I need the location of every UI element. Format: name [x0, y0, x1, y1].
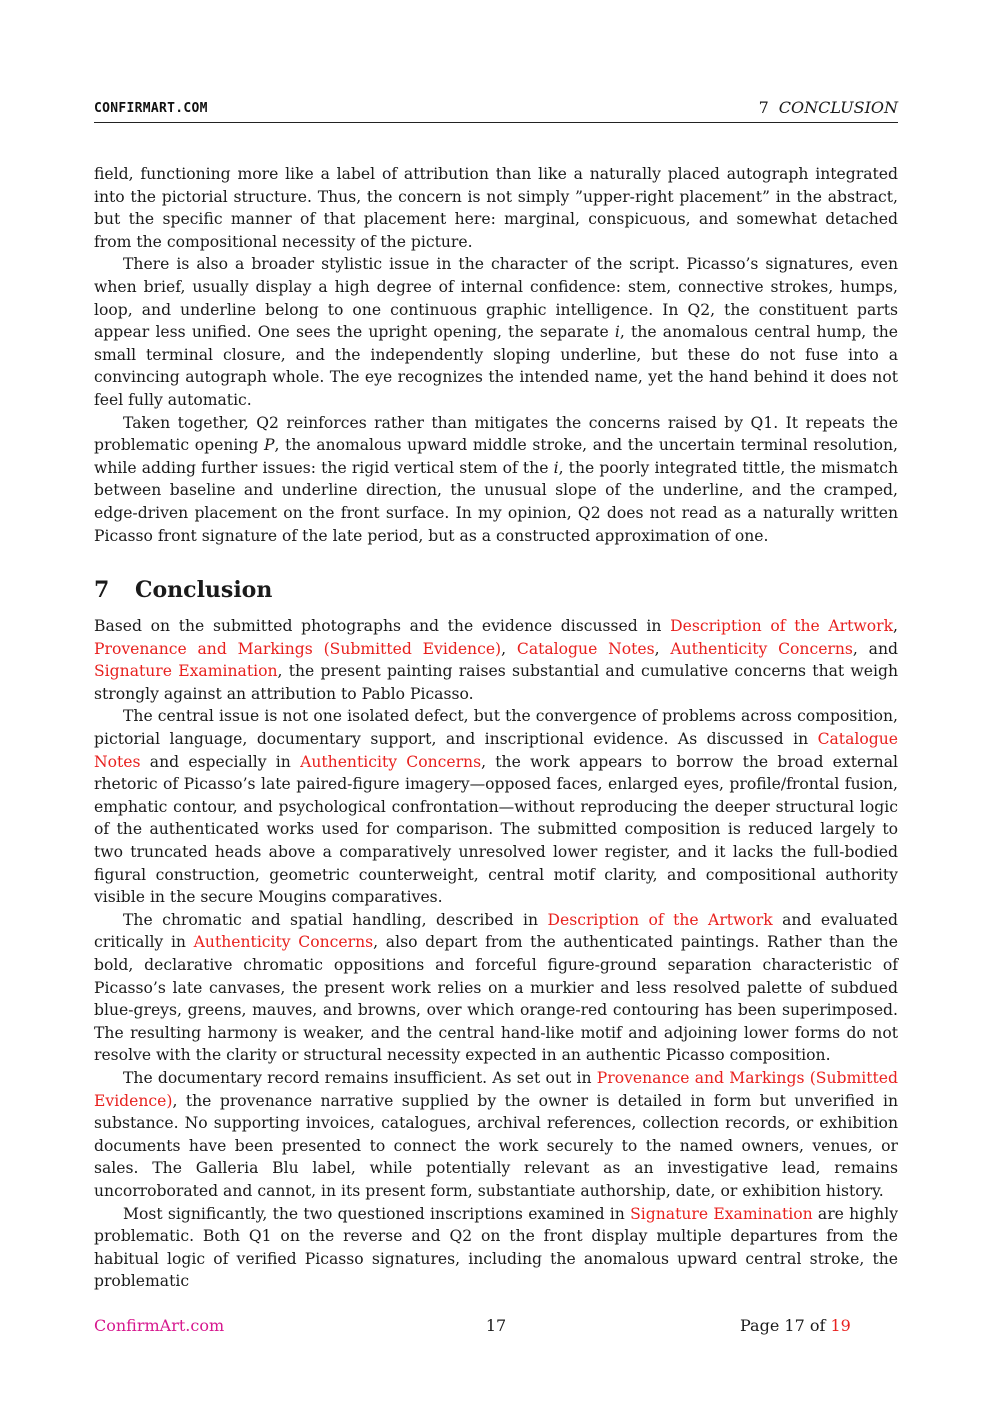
italic-letter: i — [614, 323, 620, 342]
text-run: The documentary record remains insufficient. As set out in — [123, 1068, 597, 1087]
text-run: , and — [852, 639, 898, 658]
link-authenticity-concerns[interactable]: Authenticity Concerns — [193, 933, 374, 952]
section-title: Conclusion — [135, 577, 273, 604]
paragraph-chromatic-handling — [94, 909, 898, 1067]
confirmart-logo: CONFIRMART.COM — [94, 101, 208, 116]
section-heading-conclusion — [94, 577, 898, 603]
link-description-of-artwork[interactable]: Description of the Artwork — [670, 617, 894, 636]
paragraph-inscriptions — [94, 1203, 898, 1293]
link-signature-examination[interactable]: Signature Examination — [94, 662, 278, 681]
text-run: , — [501, 639, 517, 658]
text-run: , — [893, 617, 899, 636]
text-run: , the provenance narrative supplied by the owner is detailed in form but unverified in substance. No supporting invoices, catalogues, archival references, collection records, or exhibition documents have been presented to connect the work securely to the named owners, venues, or sales. The Galleria Blu label, while potentially relevant as an investigative lead, remains uncorroborated and cannot, in its present form, substantiate authorship, date, or exhibition history. — [94, 1091, 898, 1200]
italic-letter: i — [553, 458, 559, 477]
running-head-number: 7 — [758, 98, 769, 117]
link-description-of-artwork[interactable]: Description of the Artwork — [547, 910, 773, 929]
section-number: 7 — [94, 577, 110, 604]
text-run: , the poorly integrated tittle, the mismatch between baseline and underline direction, the unusual slope of the underline, and the cramped, edge-driven placement on the front surface. In my opinion, Q2 does not read as a naturally written Picasso front signature of the late period, but as a constructed approximation of one. — [94, 458, 898, 545]
text-run: The central issue is not one isolated defect, but the convergence of problems across composition, pictorial language, documentary support, and inscriptional evidence. As discussed in — [94, 707, 898, 749]
paragraph-q2-summary — [94, 412, 898, 548]
paragraph-script-character — [94, 253, 898, 411]
text-run: , the anomalous central hump, the small terminal closure, and the independently sloping underline, but these do not fuse into a convincing autograph whole. The eye recognizes the intended name, yet the hand behind it does not feel fully automatic. — [94, 323, 899, 409]
text-run: The chromatic and spatial handling, described in — [123, 910, 548, 929]
text-run: and evaluated critically in — [94, 910, 899, 952]
paragraph-continued: field, functioning more like a label of attribution than like a naturally placed autograph integrated into the pictorial structure. Thus, the concern is not simply ”upper-right placement” in the abstract, but the specific manner of that placement here: marginal, conspicuous, and somewhat detached from the compositional necessity of the picture. — [94, 165, 898, 251]
footer-page-count — [740, 1316, 851, 1335]
text-run: , also depart from the authenticated paintings. Rather than the bold, declarative chromatic oppositions and forceful figure-ground separation characteristic of Picasso’s late canvases, the present work relies on a murkier and less resolved palette of subdued blue-greys, greens, mauves, and browns, over which orange-red contouring has been superimposed. The resulting harmony is weaker, and the central hand-like motif and adjoining lower forms do not resolve with the clarity or structural necessity expected in an authentic Picasso composition. — [94, 933, 899, 1065]
link-authenticity-concerns[interactable]: Authenticity Concerns — [670, 639, 853, 658]
link-catalogue-notes[interactable]: Catalogue Notes — [516, 639, 655, 658]
text-run: , the anomalous upward middle stroke, and the uncertain terminal resolution, while adding further issues: the rigid vertical stem of the — [94, 436, 898, 477]
page-total-link[interactable]: 19 — [830, 1316, 851, 1335]
link-signature-examination[interactable]: Signature Examination — [630, 1204, 813, 1223]
italic-letter: P — [264, 436, 275, 455]
footer-site-link[interactable]: ConfirmArt.com — [94, 1316, 225, 1335]
link-catalogue-notes[interactable]: Catalogue Notes — [94, 730, 898, 771]
page-footer — [94, 1316, 898, 1338]
text-run: There is also a broader stylistic issue in the character of the script. Picasso’s signatures, even when brief, usually display a high degree of internal confidence: stem, connective strokes, humps, loop, and underline belong to one continuous graphic intelligence. In Q2, the constituent parts appear less unified. One sees the upright opening, the separate — [94, 255, 898, 342]
text-run: , the work appears to borrow the broad external rhetoric of Picasso’s late paired-figure imagery—opposed faces, enlarged eyes, profile/frontal fusion, emphatic contour, and psychological confrontation—without reproducing the deeper structural logic of the authenticated works used for comparison. The submitted composition is reduced largely to two truncated heads above a comparatively unresolved lower register, and it lacks the full-bodied figural construction, geometric counterweight, central motif clarity, and compositional authority visible in the secure Mougins comparatives. — [94, 752, 898, 907]
text-run: are highly problematic. Both Q1 on the reverse and Q2 on the front display multiple departures from the habitual logic of verified Picasso signatures, including the anomalous upward central stroke, the problematic — [94, 1204, 898, 1291]
running-head — [759, 98, 898, 117]
text-run: Taken together, Q2 reinforces rather than mitigates the concerns raised by Q1. It repeats the problematic opening — [94, 413, 898, 455]
link-provenance-and-markings[interactable]: Provenance and Markings (Submitted Evidence) — [94, 1068, 898, 1110]
paragraph-conclusion-intro — [94, 615, 898, 705]
footer-page-number: 17 — [485, 1316, 507, 1335]
text-run: and especially in — [140, 752, 301, 771]
paragraph-documentary-record — [94, 1067, 898, 1203]
text-run: Most significantly, the two questioned inscriptions examined in — [123, 1204, 631, 1223]
running-head-title: CONCLUSION — [778, 98, 898, 117]
text-run: Based on the submitted photographs and the evidence discussed in — [94, 617, 671, 636]
page-header — [94, 98, 898, 123]
paragraph-central-issue — [94, 705, 898, 908]
text-run: , — [654, 639, 671, 658]
body-text — [94, 163, 898, 1293]
link-authenticity-concerns[interactable]: Authenticity Concerns — [300, 752, 482, 771]
text-run: , the present painting raises substantial and cumulative concerns that weigh strongly against an attribution to Pablo Picasso. — [94, 662, 899, 703]
page-count-prefix: Page 17 of — [740, 1316, 831, 1335]
link-provenance-and-markings[interactable]: Provenance and Markings (Submitted Evidence) — [94, 639, 502, 658]
